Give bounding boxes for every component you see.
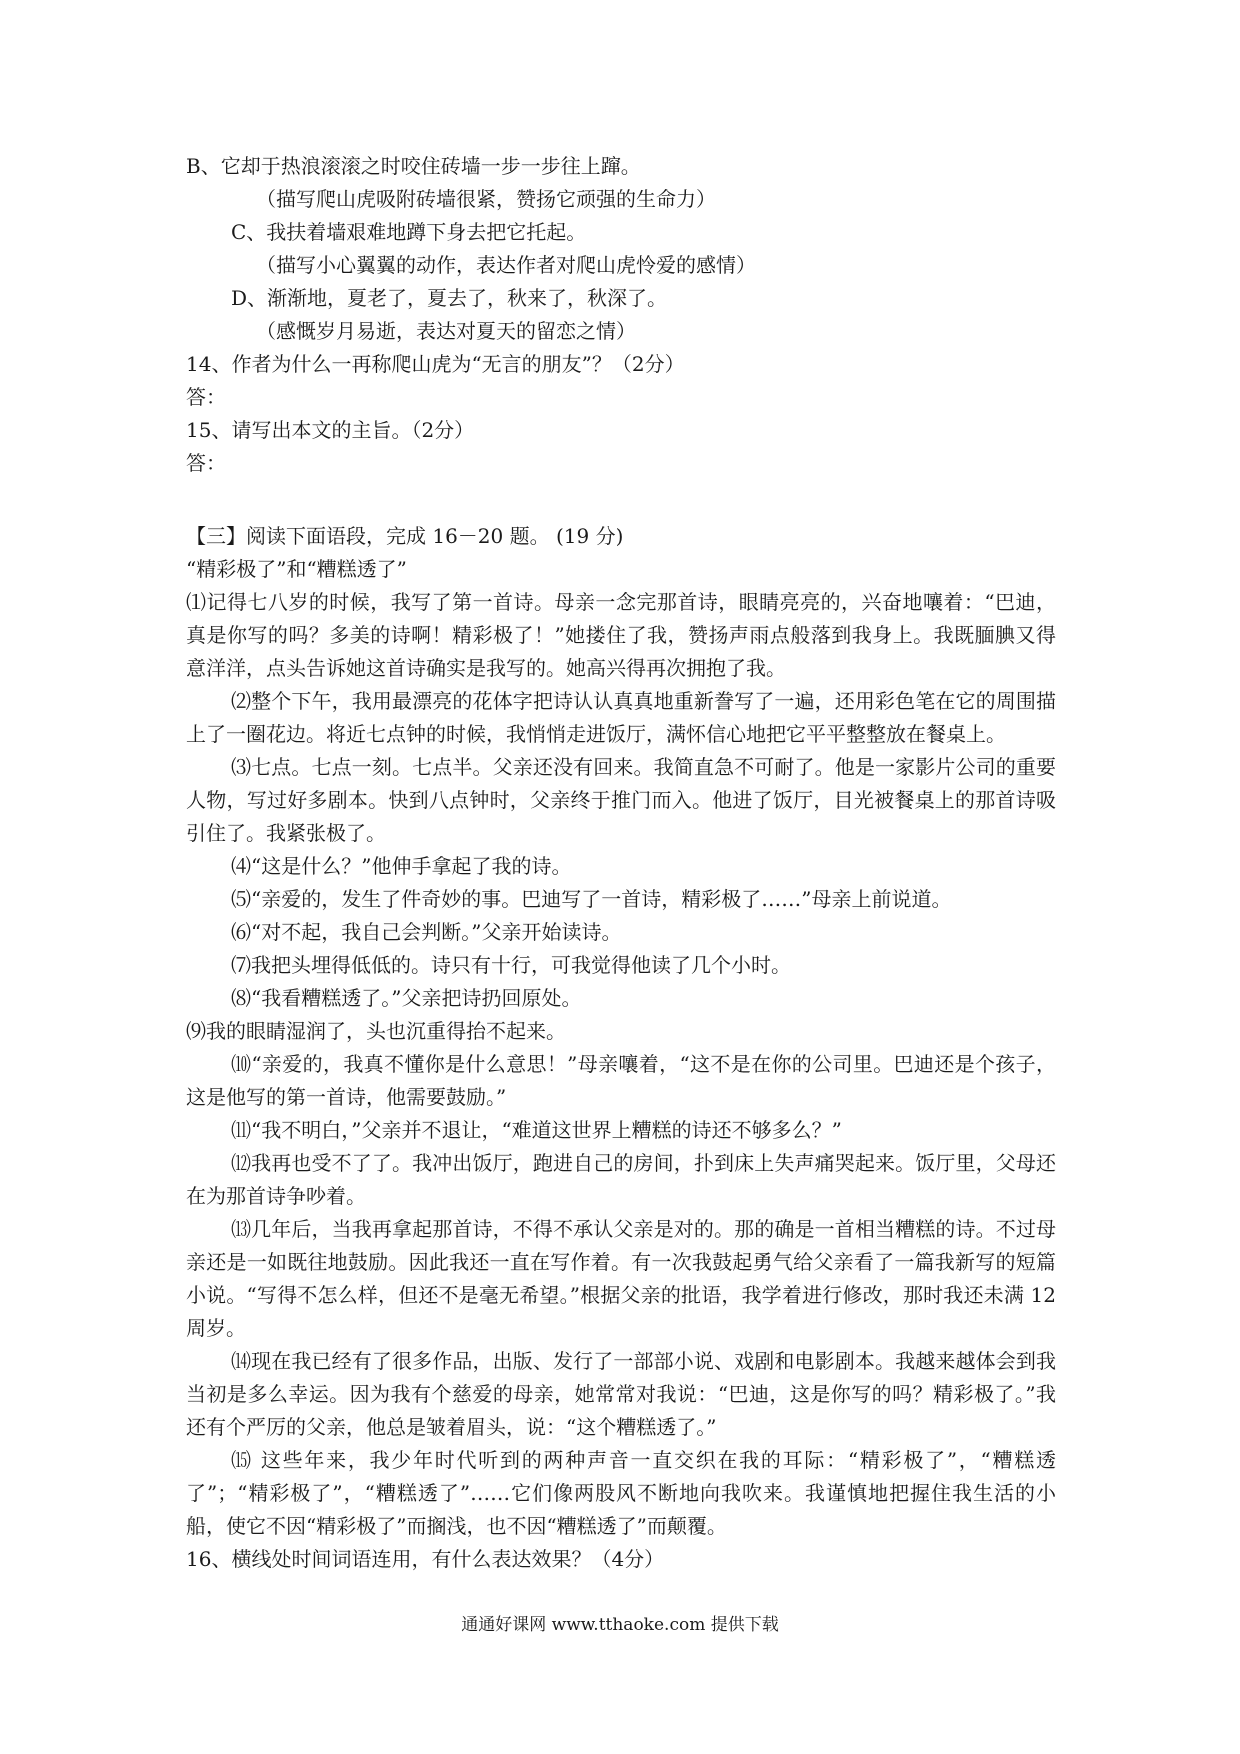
paragraph-2: ⑵整个下午，我用最漂亮的花体字把诗认认真真地重新誊写了一遍，还用彩色笔在它的周围描上了一圈花边。将近七点钟的时候，我悄悄走进饭厅，满怀信心地把它平平整整放在餐桌上。 — [186, 689, 1056, 746]
answer-14: 答： — [186, 385, 226, 409]
paragraph-3: ⑶七点。七点一刻。七点半。父亲还没有回来。我简直急不可耐了。他是一家影片公司的重要人物，写过好多剧本。快到八点钟时，父亲终于推门而入。他进了饭厅，目光被餐桌上的那首诗吸引住了。我紧张极了。 — [186, 755, 1056, 845]
option-c: C、我扶着墙艰难地蹲下身去把它托起。 — [231, 220, 587, 244]
paragraph-1: ⑴记得七八岁的时候，我写了第一首诗。母亲一念完那首诗，眼睛亮亮的，兴奋地嚷着：“巴迪，真是你写的吗？多美的诗啊！精彩极了！”她搂住了我，赞扬声雨点般落到我身上。我既腼腆又得意洋洋，点头告诉她这首诗确实是我写的。她高兴得再次拥抱了我。 — [186, 590, 1056, 680]
option-b-note: （描写爬山虎吸附砖墙很紧，赞扬它顽强的生命力） — [256, 187, 716, 211]
paragraph-4: ⑷“这是什么？”他伸手拿起了我的诗。 — [231, 854, 572, 878]
paragraph-9: ⑼我的眼睛湿润了，头也沉重得抬不起来。 — [186, 1019, 566, 1043]
question-14: 14、作者为什么一再称爬山虎为“无言的朋友”？（2分） — [186, 352, 685, 376]
paragraph-11: ⑾“我不明白，”父亲并不退让，“难道这世界上糟糕的诗还不够多么？” — [231, 1118, 842, 1142]
option-c-note: （描写小心翼翼的动作，表达作者对爬山虎怜爱的感情） — [256, 253, 756, 277]
page-footer: 通通好课网 www.tthaoke.com 提供下载 — [461, 1615, 779, 1635]
passage-title: “精彩极了”和“糟糕透了” — [186, 557, 407, 581]
option-d: D、渐渐地，夏老了，夏去了，秋来了，秋深了。 — [231, 286, 668, 310]
paragraph-7: ⑺我把头埋得低低的。诗只有十行，可我觉得他读了几个小时。 — [231, 953, 791, 977]
section-spacer — [186, 480, 1056, 520]
paragraph-8: ⑻“我看糟糕透了。”父亲把诗扔回原处。 — [231, 986, 582, 1010]
paragraph-12: ⑿我再也受不了了。我冲出饭厅，跑进自己的房间，扑到床上失声痛哭起来。饭厅里，父母还在为那首诗争吵着。 — [186, 1151, 1056, 1208]
paragraph-13: ⒀几年后，当我再拿起那首诗，不得不承认父亲是对的。那的确是一首相当糟糕的诗。不过母亲还是一如既往地鼓励。因此我还一直在写作着。有一次我鼓起勇气给父亲看了一篇我新写的短篇小说。“写得不怎么样，但还不是毫无希望。”根据父亲的批语，我学着进行修改，那时我还未满 12 周岁。 — [186, 1217, 1056, 1340]
paragraph-6: ⑹“对不起，我自己会判断。”父亲开始读诗。 — [231, 920, 622, 944]
section3-header: 【三】阅读下面语段，完成 16－20 题。 (19 分) — [186, 524, 624, 548]
paragraph-10: ⑽“亲爱的，我真不懂你是什么意思！”母亲嚷着，“这不是在你的公司里。巴迪还是个孩子，这是他写的第一首诗，他需要鼓励。” — [186, 1052, 1056, 1109]
paragraph-5: ⑸“亲爱的，发生了件奇妙的事。巴迪写了一首诗，精彩极了……”母亲上前说道。 — [231, 887, 952, 911]
paragraph-14: ⒁现在我已经有了很多作品，出版、发行了一部部小说、戏剧和电影剧本。我越来越体会到我当初是多么幸运。因为我有个慈爱的母亲，她常常对我说：“巴迪，这是你写的吗？精彩极了。”我还有个严厉的父亲，他总是皱着眉头，说：“这个糟糕透了。” — [186, 1349, 1056, 1439]
question-15: 15、请写出本文的主旨。（2分） — [186, 418, 475, 442]
option-b: B、它却于热浪滚滚之时咬住砖墙一步一步往上蹿。 — [186, 154, 641, 178]
question-16: 16、横线处时间词语连用，有什么表达效果？（4分） — [186, 1547, 665, 1571]
option-d-note: （感慨岁月易逝，表达对夏天的留恋之情） — [256, 319, 636, 343]
answer-15: 答： — [186, 451, 226, 475]
paragraph-15: ⒂ 这些年来，我少年时代听到的两种声音一直交织在我的耳际：“精彩极了”，“糟糕透了”；“精彩极了”，“糟糕透了”……它们像两股风不断地向我吹来。我谨慎地把握住我生活的小船，使它不因“精彩极了”而搁浅，也不因“糟糕透了”而颠覆。 — [186, 1448, 1056, 1538]
page-content — [186, 150, 1056, 1576]
